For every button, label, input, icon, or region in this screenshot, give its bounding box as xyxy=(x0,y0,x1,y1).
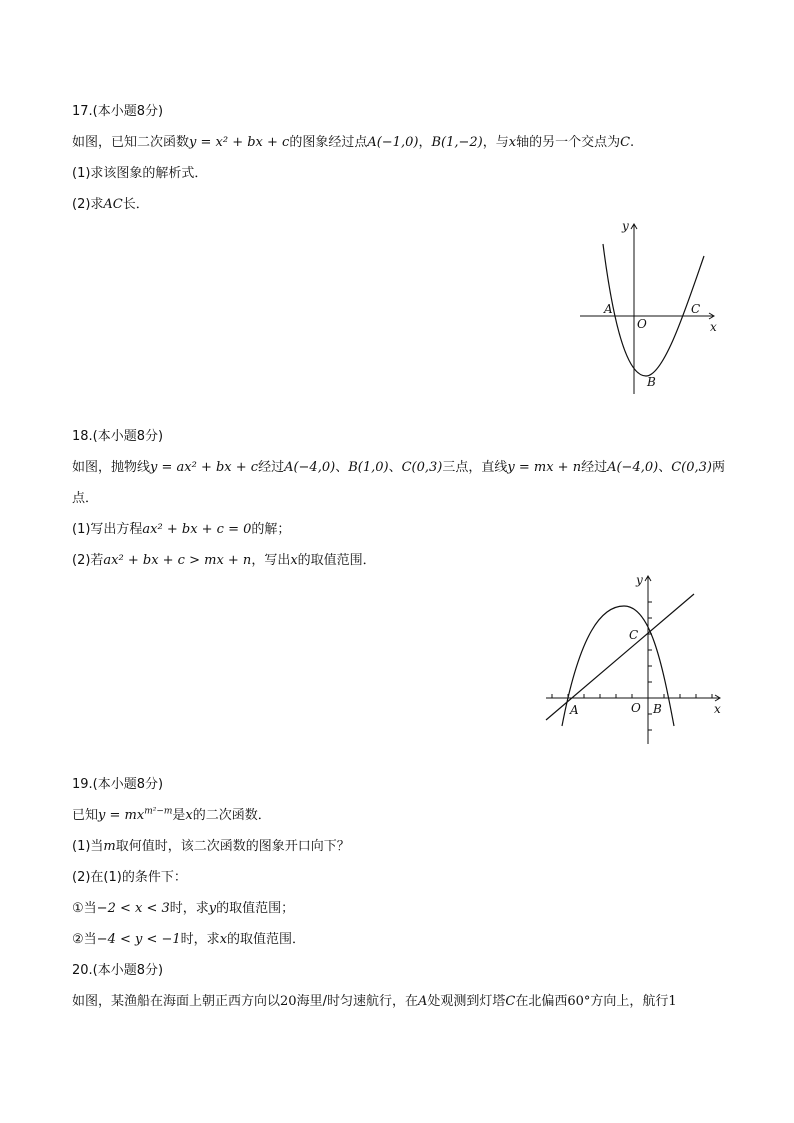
q17-label-C: C xyxy=(691,302,701,316)
q18-label-B: B xyxy=(653,702,662,716)
q17-label-y: y xyxy=(622,219,629,233)
q18-figure xyxy=(540,572,726,750)
q17-label-A: A xyxy=(604,302,613,316)
q17-label-B: B xyxy=(647,375,656,389)
q17-label-O: O xyxy=(637,317,647,331)
q18-y-ticks xyxy=(648,602,652,730)
q17-stem: 如图，已知二次函数y = x² + bx + c的图象经过点A(−1,0)，B(1,−2)，与x轴的另一个交点为C. xyxy=(72,135,635,150)
q19-header: 19.(本小题8分) xyxy=(72,777,164,792)
q18-label-x: x xyxy=(714,702,721,716)
q17-part2: (2)求AC长． xyxy=(72,197,149,212)
q17-parabola xyxy=(603,244,704,376)
q17-label-x: x xyxy=(710,320,717,334)
q18-label-y: y xyxy=(636,573,643,587)
q17-figure xyxy=(576,218,726,396)
q19-sub2: ②当−4 < y < −1时，求x的取值范围． xyxy=(72,932,306,947)
q18-stem: 如图，抛物线y = ax² + bx + c经过A(−4,0)、B(1,0)、C(0,3)三点，直线y = mx + n经过A(−4,0)、C(0,3)两 xyxy=(72,460,725,475)
q19-stem: 已知$y = mx^{m^2-m}$是x的二次函数． xyxy=(72,806,271,823)
q20-header: 20.(本小题8分) xyxy=(72,963,164,978)
q18-header: 18.(本小题8分) xyxy=(72,429,164,444)
q18-label-C: C xyxy=(629,628,639,642)
q18-label-O: O xyxy=(631,701,641,715)
q18-label-A: A xyxy=(570,703,579,717)
q19-part2: (2)在(1)的条件下： xyxy=(72,870,187,885)
q19-sub1: ①当−2 < x < 3时，求y的取值范围； xyxy=(72,901,295,916)
q18-stem-cont: 点． xyxy=(72,491,99,506)
q19-part1: (1)当m取何值时，该二次函数的图象开口向下？ xyxy=(72,839,350,854)
q20-stem: 如图，某渔船在海面上朝正西方向以20海里/时匀速航行，在A处观测到灯塔C在北偏西60°方向上，航行1 xyxy=(72,994,677,1009)
q18-part1: (1)写出方程ax² + bx + c = 0的解； xyxy=(72,522,291,537)
q17-header: 17.(本小题8分) xyxy=(72,104,164,119)
q18-part2: (2)若ax² + bx + c > mx + n，写出x的取值范围． xyxy=(72,553,376,568)
q17-part1: (1)求该图象的解析式． xyxy=(72,166,208,181)
q18-line xyxy=(546,594,694,720)
